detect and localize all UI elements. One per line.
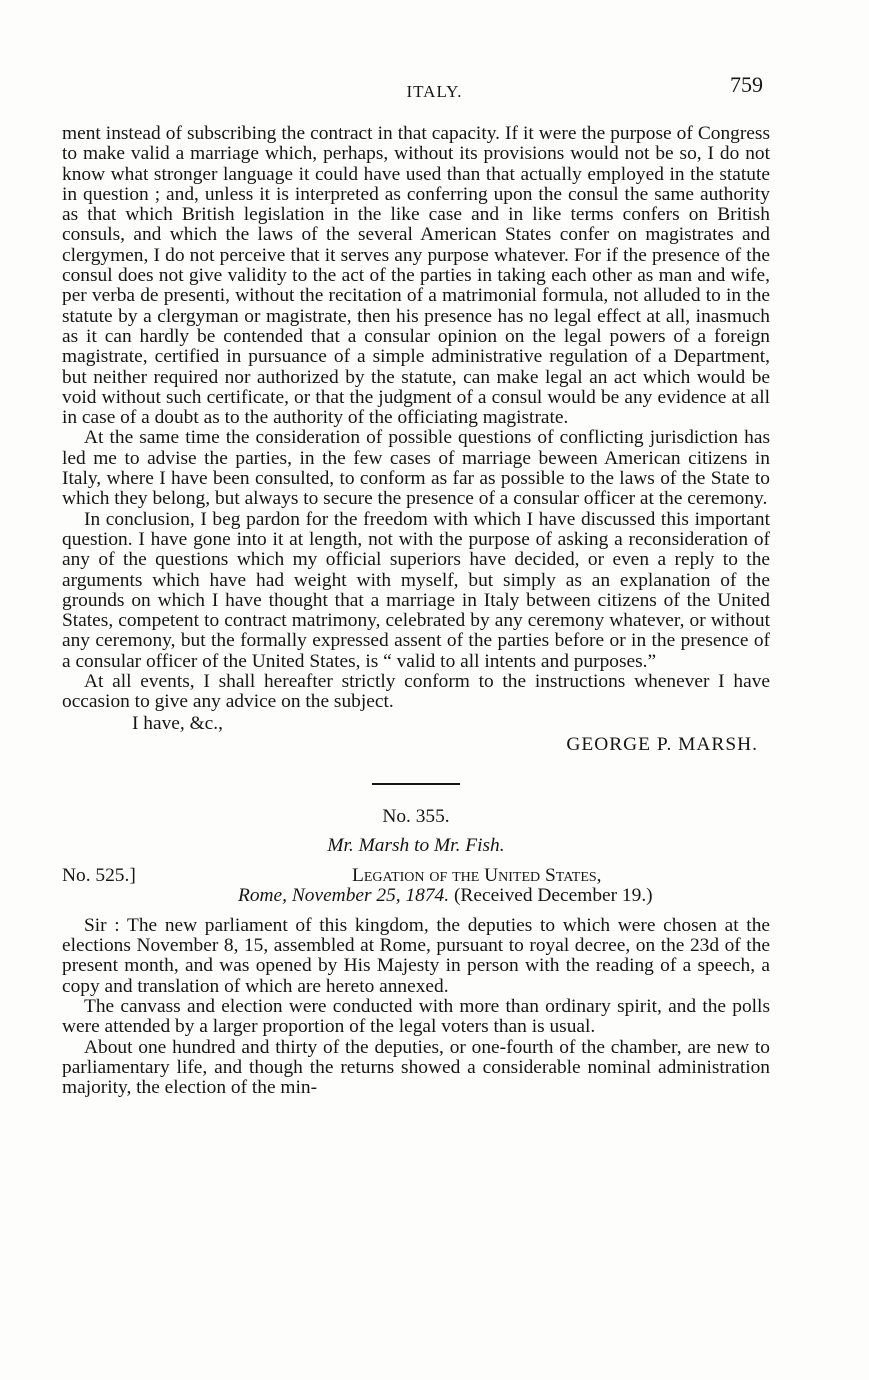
dispatch-heading [62,866,770,910]
document-from-to: Mr. Marsh to Mr. Fish. [327,834,505,856]
dispatch-paragraph: About one hundred and thirty of the deputies, or one-fourth of the chamber, are new to parliamentary life, and though the returns showed a considerable nominal administration majority, the election of the min- [62,1036,770,1099]
letter-paragraph: ment instead of subscribing the contract in that capacity. If it were the purpose of Congress to make valid a marriage which, perhaps, without its provisions would not be so, I do not know what stronger language it could have used than that actually employed in the statute in question ; and, unless it is interpreted as conferring upon the consul the same authority as that which British legislation in the like case and in like terms confers on British consuls, and which the laws of the several American States confer on magistrates and clergymen, I do not perceive that it serves any purpose whatever. For if the presence of the consul does not give validity to the act of the parties in taking each other as man and wife, per verba de presenti, without the recitation of a matrimonial formula, not alluded to in the statute by a clergyman or magistrate, then his presence has no legal effect at all, inasmuch as it can hardly be contended that a consular opinion on the legal powers of a foreign magistrate, certified in pursuance of a simple administrative regulation of a Department, but neither required nor authorized by the statute, can make legal an act which would be void without such certificate, or that the judgment of a consul would be any evidence at all in case of a doubt as to the authority of the officiating magistrate. [62,123,770,429]
letter-paragraph: In conclusion, I beg pardon for the freedom with which I have discussed this important question. I have gone into it at length, not with the purpose of asking a reconsideration of any of the questions which my official superiors have decided, or even a reply to the arguments which have had weight with myself, but simply as an explanation of the grounds on which I have thought that a marriage in Italy between citizens of the United States, competent to contract matrimony, celebrated by any ceremony whatever, or without any ceremony, but the formally expressed assent of the parties before or in the presence of a consular officer of the United States, is “ valid to all intents and purposes.” [62,508,770,672]
body-text [62,124,770,1098]
dispatch-paragraph: Sir : The new parliament of this kingdom, the deputies to which were chosen at the elections November 8, 15, assembled at Rome, pursuant to royal decree, on the 23d of the present month, and was opened by His Majesty in person with the reading of a speech, a copy and translation of which are hereto annexed. [62,914,770,997]
page-header [0,72,869,108]
running-title: ITALY. [406,82,463,101]
dateline [238,886,653,906]
place-date: Rome, November 25, 1874. [238,884,450,906]
received-date: (Received December 19.) [453,884,653,906]
dispatch-body [62,916,770,1099]
dispatch-paragraph: The canvass and election were conducted with more than ordinary spirit, and the polls were attended by a larger proportion of the legal voters than is usual. [62,995,770,1038]
signature: GEORGE P. MARSH. [566,733,758,755]
document-number: No. 355. [382,806,450,828]
dispatch-number: No. 525.] [62,864,136,886]
legation-heading: Legation of the United States, [352,864,602,886]
letter-paragraph: At all events, I shall hereafter strictly conform to the instructions whenever I have occasion to give any advice on the subject. [62,671,770,713]
page-number: 759 [730,72,763,97]
complimentary-close: I have, &c., [132,712,223,734]
section-divider [372,783,460,785]
letter-paragraph: At the same time the consideration of possible questions of conflicting jurisdiction has led me to advise the parties, in the few cases of marriage beween American citizens in Italy, where I have been consulted, to conform as far as possible to the laws of the State to which they belong, but always to secure the presence of a consular officer at the ceremony. [62,427,770,510]
